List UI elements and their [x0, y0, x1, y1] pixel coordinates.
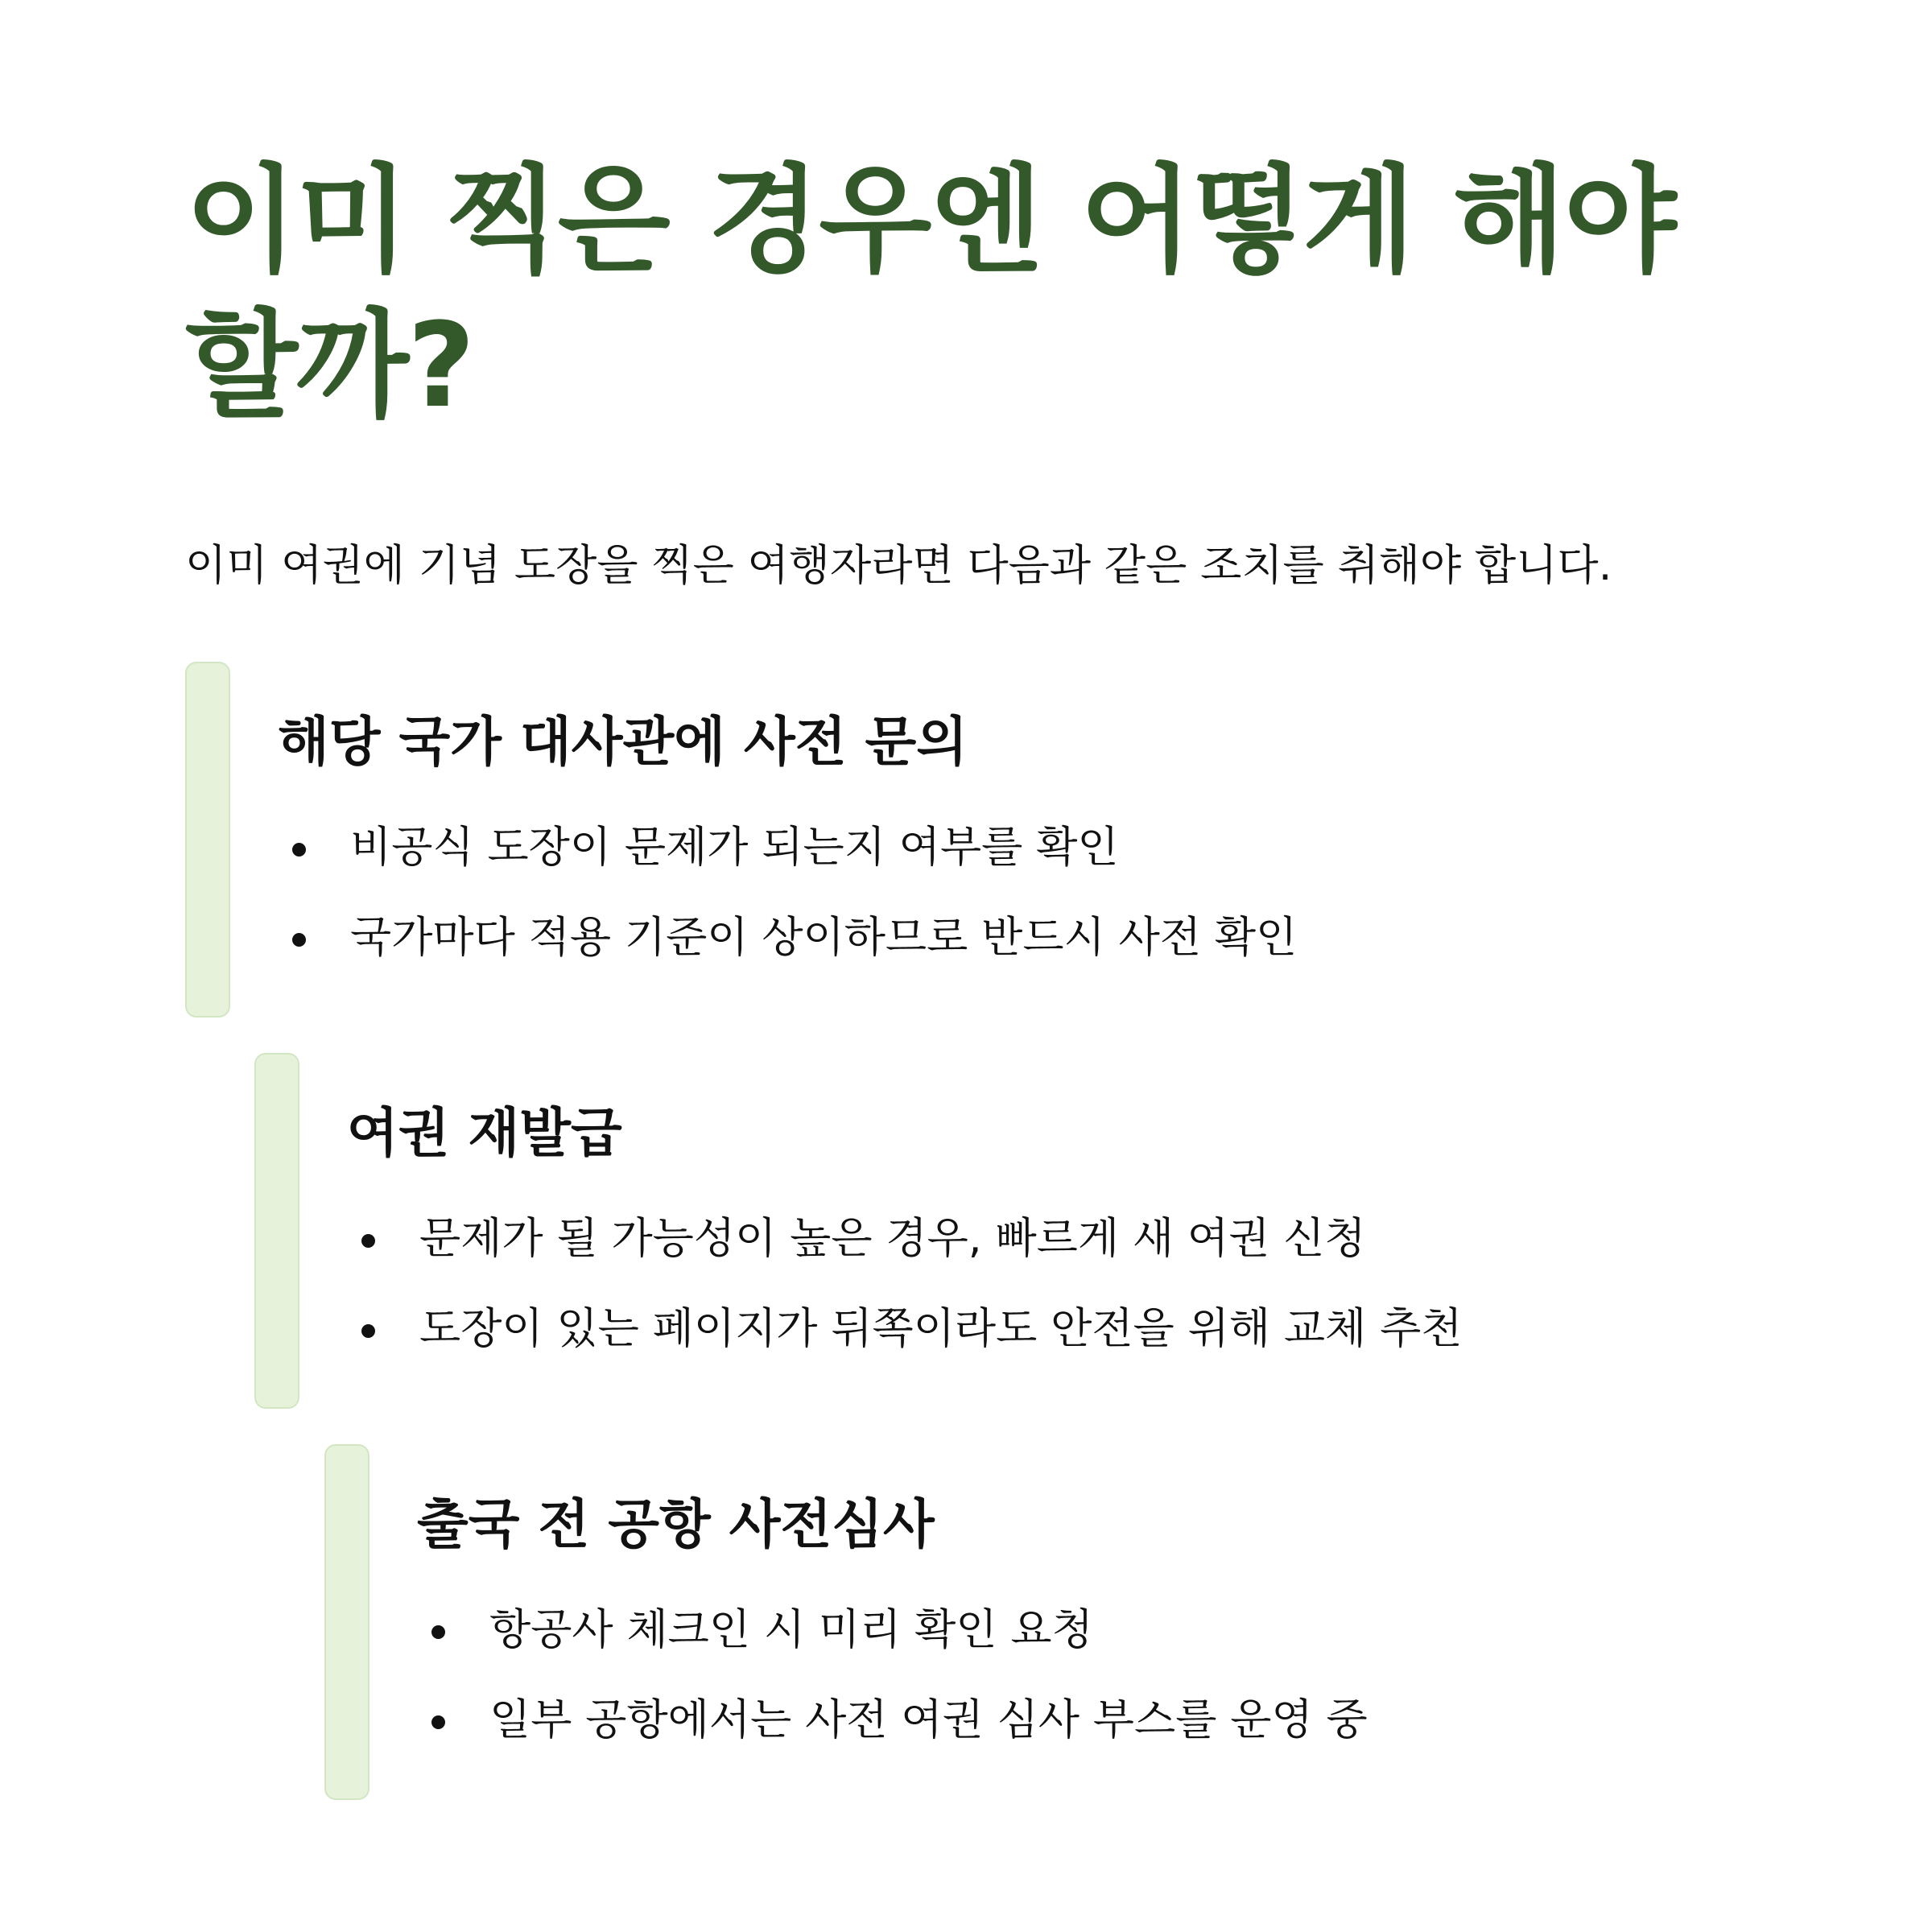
- bullet-list: [347, 1194, 1462, 1374]
- bullet-icon: [361, 1324, 375, 1338]
- intro-text: 이미 여권에 기념 도장을 찍은 여행자라면 다음과 같은 조치를 취해야 합니다.: [185, 541, 1612, 590]
- bullet-icon: [292, 843, 306, 857]
- list-item-text: 항공사 체크인 시 미리 확인 요청: [489, 1605, 1093, 1654]
- step-heading: 해당 국가 대사관에 사전 문의: [278, 711, 968, 773]
- bullet-icon: [431, 1625, 445, 1639]
- list-item: [278, 803, 1297, 893]
- list-item: [417, 1675, 1368, 1765]
- accent-bar: [254, 1053, 299, 1409]
- accent-bar: [324, 1444, 369, 1800]
- step-heading: 출국 전 공항 사전심사: [417, 1493, 935, 1555]
- accent-bar: [185, 662, 230, 1018]
- list-item: [278, 893, 1297, 983]
- step-card-passport-reissue: [254, 1053, 1784, 1409]
- step-card-embassy-inquiry: [185, 662, 1715, 1018]
- list-item: [417, 1585, 1368, 1675]
- bullet-icon: [431, 1715, 445, 1729]
- list-item-text: 국가마다 적용 기준이 상이하므로 반드시 사전 확인: [350, 913, 1298, 962]
- step-card-airport-prescreening: [324, 1444, 1854, 1800]
- bullet-icon: [361, 1234, 375, 1248]
- step-heading: 여권 재발급: [347, 1102, 622, 1164]
- bullet-icon: [292, 933, 306, 947]
- bullet-list: [417, 1585, 1368, 1765]
- list-item-text: 일부 공항에서는 사전 여권 심사 부스를 운영 중: [489, 1695, 1368, 1744]
- list-item: [347, 1194, 1462, 1284]
- page-title: 이미 찍은 경우엔 어떻게 해야 할까?: [185, 153, 1675, 434]
- bullet-list: [278, 803, 1297, 983]
- list-item-text: 문제가 될 가능성이 높은 경우, 빠르게 새 여권 신청: [419, 1214, 1366, 1263]
- list-item-text: 도장이 있는 페이지가 뒤쪽이라도 안전을 위해 교체 추천: [419, 1304, 1463, 1353]
- list-item-text: 비공식 도장이 문제가 되는지 여부를 확인: [350, 823, 1119, 872]
- list-item: [347, 1284, 1462, 1374]
